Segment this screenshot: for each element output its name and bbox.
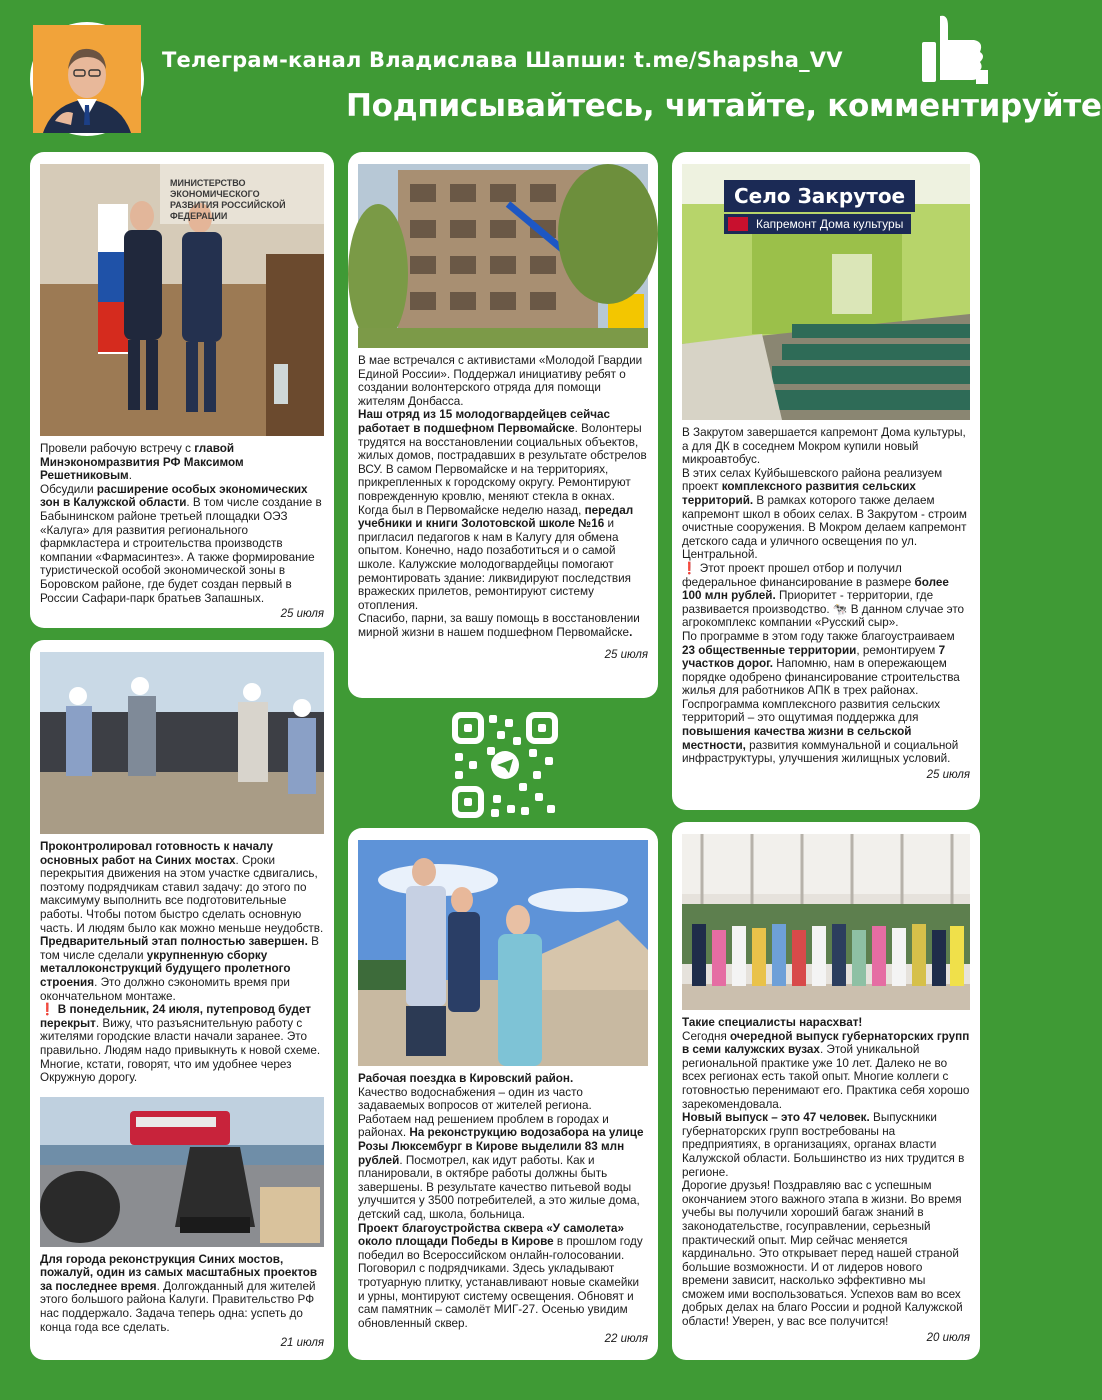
news-card-selo-zakrutoe xyxy=(672,152,980,810)
news-card-molodaya-gvardiya xyxy=(348,152,658,698)
post-date: 25 июля xyxy=(280,608,324,621)
card-text: Такие специалисты нарасхват! Сегодня очередной выпуск губернаторских групп в семи калужских вузах. Этой уникальной региональной практике уже 10 лет. Далеко не во всех регионах есть такой опыт. Многие коллеги с готовностью перенимают его. Практика себя хорошо зарекомендовала. Новый выпуск – это 47 человек. Выпускники губернаторских групп востребованы на предприятиях, в организациях, органах власти Калужской области. Большинство из них трудится в регионе. Дорогие друзья! Поздравляю вас с успешным окончанием этого важного этапа в жизни. Во время учебы вы получили хороший багаж знаний в законодательстве, госуправлении, серьезный практический опыт. Мир сейчас меняется кардинально. Это открывает перед нашей страной большие возможности. И от лидеров нового времени зависит, насколько эффективно мы сможем ими воспользоваться. Успехов вам во всех добрых делах на благо России и родной Калужской области! Уверен, у вас все получится! xyxy=(682,1016,970,1329)
qr-code[interactable] xyxy=(449,709,561,821)
exclamation-icon: ❗ xyxy=(682,561,697,575)
post-date: 20 июля xyxy=(926,1331,970,1344)
post-date: 25 июля xyxy=(604,649,648,662)
exclamation-icon: ❗ xyxy=(40,1003,55,1017)
meeting-photo xyxy=(40,164,324,436)
graduates-group-photo xyxy=(682,834,970,1010)
subscribe-slogan: Подписывайтесь, читайте, комментируйте xyxy=(346,88,1102,124)
news-card-kirovsky-rayon xyxy=(348,828,658,1360)
post-date: 21 июля xyxy=(280,1337,324,1350)
renovation-label: Капремонт Дома культуры xyxy=(724,214,911,234)
telegram-channel-title: Телеграм-канал Владислава Шапши: t.me/Shapsha_VV xyxy=(162,48,843,72)
card-text: Провели рабочую встречу с главой Минэкономразвития РФ Максимом Решетниковым. Обсудили расширение особых экономических зон в Калужской области. В том числе создание в Бабынинском районе третьей площадки ОЭЗ «Калуга» для развития регионального фармкластера и строительства производств компании «Фармасинтез». А также формирование туристической особой экономической зоны в Боровском районе, где будет создан первый в России Сафари-парк братьев Запашных. xyxy=(40,442,322,605)
card-text: Рабочая поездка в Кировский район. Качество водоснабжения – один из часто задаваемых вопросов от жителей региона. Работаем над решением проблем в городах и районах. На реконструкцию водозабора на улице Розы Люксембург в Кирове выделили 83 млн рублей. Посмотрел, как идут работы. Как и планировали, в октябре работы должны быть завершены. В результате качество питьевой воды улучшится у 3500 потребителей, а это жилые дома, детский сад, школа, больница. Проект благоустройства сквера «У самолета» около площади Победы в Кирове в прошлом году победил во Всероссийском онлайн-голосовании. Поговорил с подрядчиками. Здесь укладывают тротуарную плитку, устанавливают новые скамейки и урны, монтируют систему освещения. Обновят и сам памятник – самолёт МИГ-27. Осенью увидим обновленный сквер. xyxy=(358,1072,644,1330)
card-text: Проконтролировал готовность к началу основных работ на Синих мостах. Сроки перекрытия движения на этом участке сдвигались, поэтому подрядчикам ставил задачу: до этого по максимуму выполнить все подготовительные работы. Чтобы потом быстро сделать основную часть. И людям было как можно меньше неудобств. Предварительный этап полностью завершен. В том числе сделали укрупненную сборку металлоконструкций будущего пролетного строения. Это должно сэкономить время при окончательном монтаже. ❗ В понедельник, 24 июля, путепровод будет перекрыт. Вижу, что разъяснительную работу с жителями городские власти начали заранее. Это правильно. Людям надо привыкнуть к новой схеме. Многие, кстати, говорят, что им удобнее через Окружную дорогу. xyxy=(40,840,324,1085)
post-date: 25 июля xyxy=(926,768,970,781)
news-card-gubernatorskie-gruppy xyxy=(672,822,980,1360)
card-text: В мае встречался с активистами «Молодой Гвардии Единой России». Поддержал инициативу ребят о создании волонтерского отряда для помощи жителям Донбасса. Наш отряд из 15 молодогвардейцев сейчас работает в подшефном Первомайске. Волонтеры трудятся на восстановлении социальных объектов, жилых домов, пострадавших в результате обстрелов ВСУ. В самом Первомайске и на территориях, прикрепленных к городскому округу. Ремонтируют поврежденную кровлю, меняют стекла в окнах. Когда был в Первомайске неделю назад, передал учебники и книги Золотовской школе №16 и пригласил педагогов к нам в Калугу для обмена опытом. Конечно, надо позаботиться и о самой школе. Калужские молодогвардейцы помогают ремонтировать здание: ликвидируют последствия вражеских прилетов, ремонтируют систему отопления. Спасибо, парни, за вашу помощь в восстановлении мирной жизни в нашем подшефном Первомайске. xyxy=(358,354,647,639)
post-date: 22 июля xyxy=(604,1333,648,1346)
water-intake-site-photo xyxy=(358,840,648,1066)
thumbs-up-icon xyxy=(918,10,990,90)
bridge-site-photo xyxy=(40,652,324,834)
ministry-sign: МИНИСТЕРСТВО ЭКОНОМИЧЕСКОГО РАЗВИТИЯ РОССИЙСКОЙ ФЕДЕРАЦИИ xyxy=(170,178,286,221)
card-text: В Закрутом завершается капремонт Дома культуры, а для ДК в соседнем Мокром купили новый микроавтобус. В этих селах Куйбышевского района реализуем проект комплексного развития сельских территорий. В рамках которого также делаем капремонт школ в обоих селах. В Закрутом - строим очистные сооружения. В Мокром делаем капремонт детского сада и уличного освещения по ул. Центральной. ❗ Этот проект прошел отбор и получил федеральное финансирование в размере более 100 млн рублей. Приоритет - территории, где развивается производство. 🐄 В данном случае это агрокомплекс компании «Русский сыр». По программе в этом году также благоустраиваем 23 общественные территории, ремонтируем 7 участков дорог. Напомню, нам в опережающем порядке одобрено финансирование строительства жилья для работников АПК в трех районах. Госпрограмма комплексного развития сельских территорий – это ощутимая поддержка для повышения качества жизни в сельской местности, развития коммунальной и социальной инфраструктуры, улучшения жилищных условий. xyxy=(682,426,967,766)
apartment-building-photo xyxy=(358,164,648,348)
news-card-minekonomrazvitiya xyxy=(30,152,334,628)
culture-house-hall-photo xyxy=(682,164,970,420)
author-avatar xyxy=(30,22,144,136)
card-text-2: Для города реконструкция Синих мостов, пожалуй, один из самых масштабных проектов за последнее время. Долгожданный для жителей этого большого района Калуги. Правительство РФ нас поддержало. Задача теперь одна: успеть до конца года все сделать. xyxy=(40,1252,318,1334)
news-card-sinie-mosty xyxy=(30,640,334,1360)
village-name-label: Село Закрутое xyxy=(724,180,915,212)
bus-and-materials-photo xyxy=(40,1097,324,1247)
header-banner xyxy=(0,0,1102,140)
portrait-illustration xyxy=(33,25,141,133)
